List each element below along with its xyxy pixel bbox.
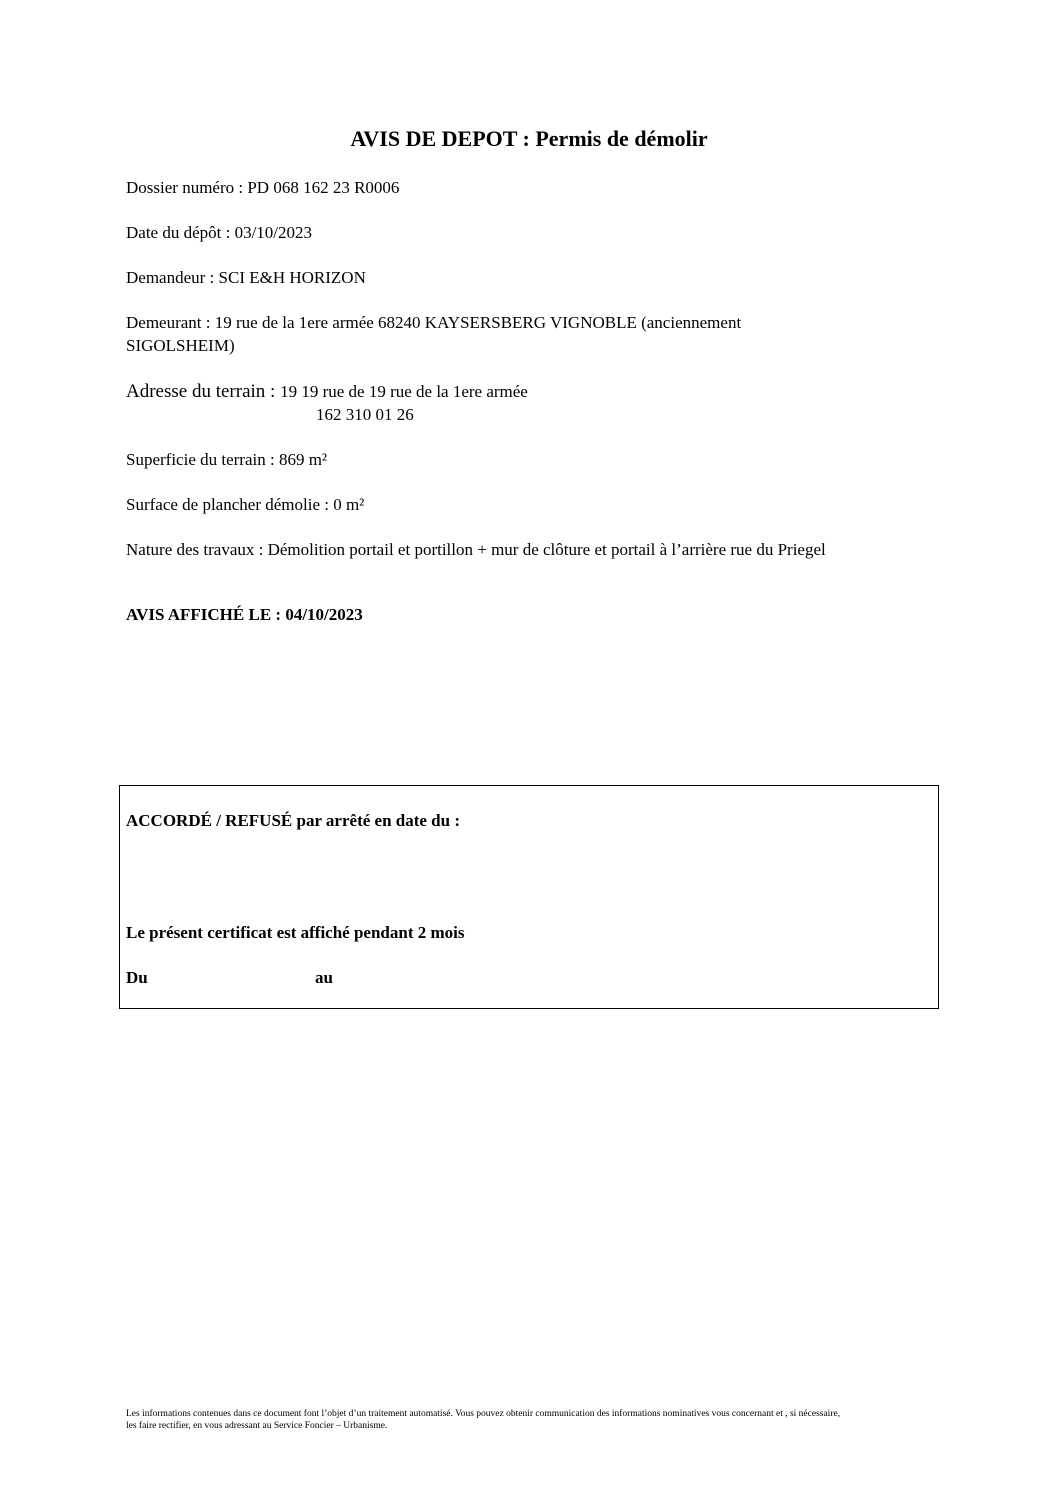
- du-label: Du: [126, 968, 148, 987]
- adresse-terrain: [126, 381, 528, 403]
- demeurant: [126, 312, 741, 334]
- demandeur: Demandeur : SCI E&H HORIZON: [126, 268, 366, 287]
- surface-plancher: Surface de plancher démolie : 0 m²: [126, 495, 365, 514]
- date-depot: Date du dépôt : 03/10/2023: [126, 223, 313, 242]
- footer-line2: les faire rectifier, en vous adressant au Service Foncier – Urbanisme.: [126, 1421, 388, 1431]
- footer-notice: [126, 1408, 946, 1432]
- demeurant-line1: 19 rue de la 1ere armée 68240 KAYSERSBERG VIGNOBLE (anciennement: [214, 313, 742, 332]
- certificat-affiche: Le présent certificat est affiché pendant 2 mois: [126, 923, 465, 942]
- demeurant-label: Demeurant :: [126, 313, 215, 332]
- adresse-value: 19 19 rue de 19 rue de la 1ere armée: [280, 382, 528, 401]
- au-label: au: [315, 968, 333, 987]
- accorde-refuse: ACCORDÉ / REFUSÉ par arrêté en date du :: [126, 811, 461, 830]
- avis-affiche: AVIS AFFICHÉ LE : 04/10/2023: [126, 605, 363, 624]
- dossier-number: Dossier numéro : PD 068 162 23 R0006: [126, 178, 400, 197]
- nature-travaux: Nature des travaux : Démolition portail et portillon + mur de clôture et portail à l’arrière rue du Priegel: [126, 540, 826, 559]
- superficie: Superficie du terrain : 869 m²: [126, 450, 328, 469]
- adresse-ref: 162 310 01 26: [316, 405, 414, 424]
- adresse-label: Adresse du terrain :: [126, 381, 281, 402]
- document-title: AVIS DE DEPOT : Permis de démolir: [350, 126, 708, 151]
- demeurant-line2: SIGOLSHEIM): [126, 336, 235, 355]
- footer-line1: Les informations contenues dans ce document font l’objet d’un traitement automatisé. Vous pouvez obtenir communication des informations nominatives vous concernant et , si nécessaire,: [126, 1409, 841, 1419]
